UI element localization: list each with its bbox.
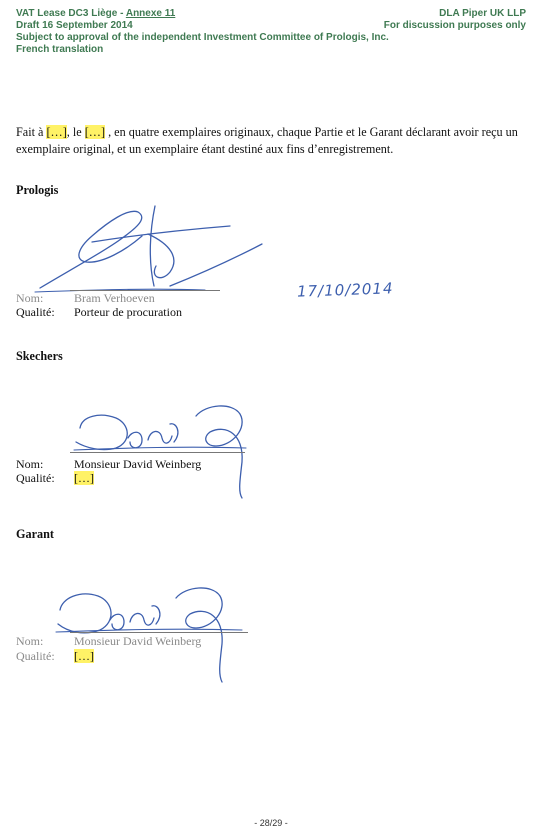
para-text-1: Fait à xyxy=(16,125,47,139)
signature-line-garant xyxy=(70,632,248,633)
header-discussion: For discussion purposes only xyxy=(383,20,526,31)
skechers-qualite-value xyxy=(74,471,94,485)
garant-nom-label: Nom: xyxy=(16,634,44,648)
header-title: VAT Lease DC3 Liège - xyxy=(16,8,126,19)
skechers-nom-value: Monsieur David Weinberg xyxy=(74,457,202,471)
skechers-nom-label: Nom: xyxy=(16,457,44,471)
para-text-2: , le xyxy=(66,125,85,139)
section-heading-garant: Garant xyxy=(16,527,54,541)
section-heading-prologis: Prologis xyxy=(16,183,59,197)
header-firm: DLA Piper UK LLP xyxy=(439,8,526,19)
page-number: - 28/29 - xyxy=(254,818,288,828)
garant-qualite-value xyxy=(74,649,94,663)
prologis-qualite-value: Porteur de procuration xyxy=(74,305,182,319)
document-header xyxy=(16,8,526,56)
header-translation: French translation xyxy=(16,44,104,55)
prologis-nom-value: Bram Verhoeven xyxy=(74,291,155,305)
signature-line-skechers xyxy=(70,452,245,453)
skechers-qualite-label: Qualité: xyxy=(16,471,55,485)
signature-prologis xyxy=(30,200,280,300)
prologis-nom-label: Nom: xyxy=(16,291,44,305)
section-heading-skechers: Skechers xyxy=(16,349,63,363)
header-annex: Annexe 11 xyxy=(125,8,176,19)
handwritten-date: 17/10/2014 xyxy=(296,279,394,301)
placeholder-date: […] xyxy=(84,125,106,139)
closing-paragraph xyxy=(16,124,528,158)
header-approval: Subject to approval of the independent Investment Committee of Prologis, Inc. xyxy=(16,32,389,43)
skechers-qualite-placeholder: […] xyxy=(74,471,94,485)
prologis-qualite-label: Qualité: xyxy=(16,305,55,319)
header-draft: Draft 16 September 2014 xyxy=(16,20,133,31)
placeholder-place: […] xyxy=(46,125,67,139)
garant-nom-value: Monsieur David Weinberg xyxy=(74,634,202,648)
garant-qualite-label: Qualité: xyxy=(16,649,55,663)
garant-qualite-placeholder: […] xyxy=(74,649,94,663)
header-title-line xyxy=(16,8,175,20)
para-text-3: , en quatre exemplaires originaux, chaque Partie et le Garant déclarant avoir reçu un exemplaire original, et un exemplaire étant destiné aux fins d’enregistrement. xyxy=(16,125,518,156)
